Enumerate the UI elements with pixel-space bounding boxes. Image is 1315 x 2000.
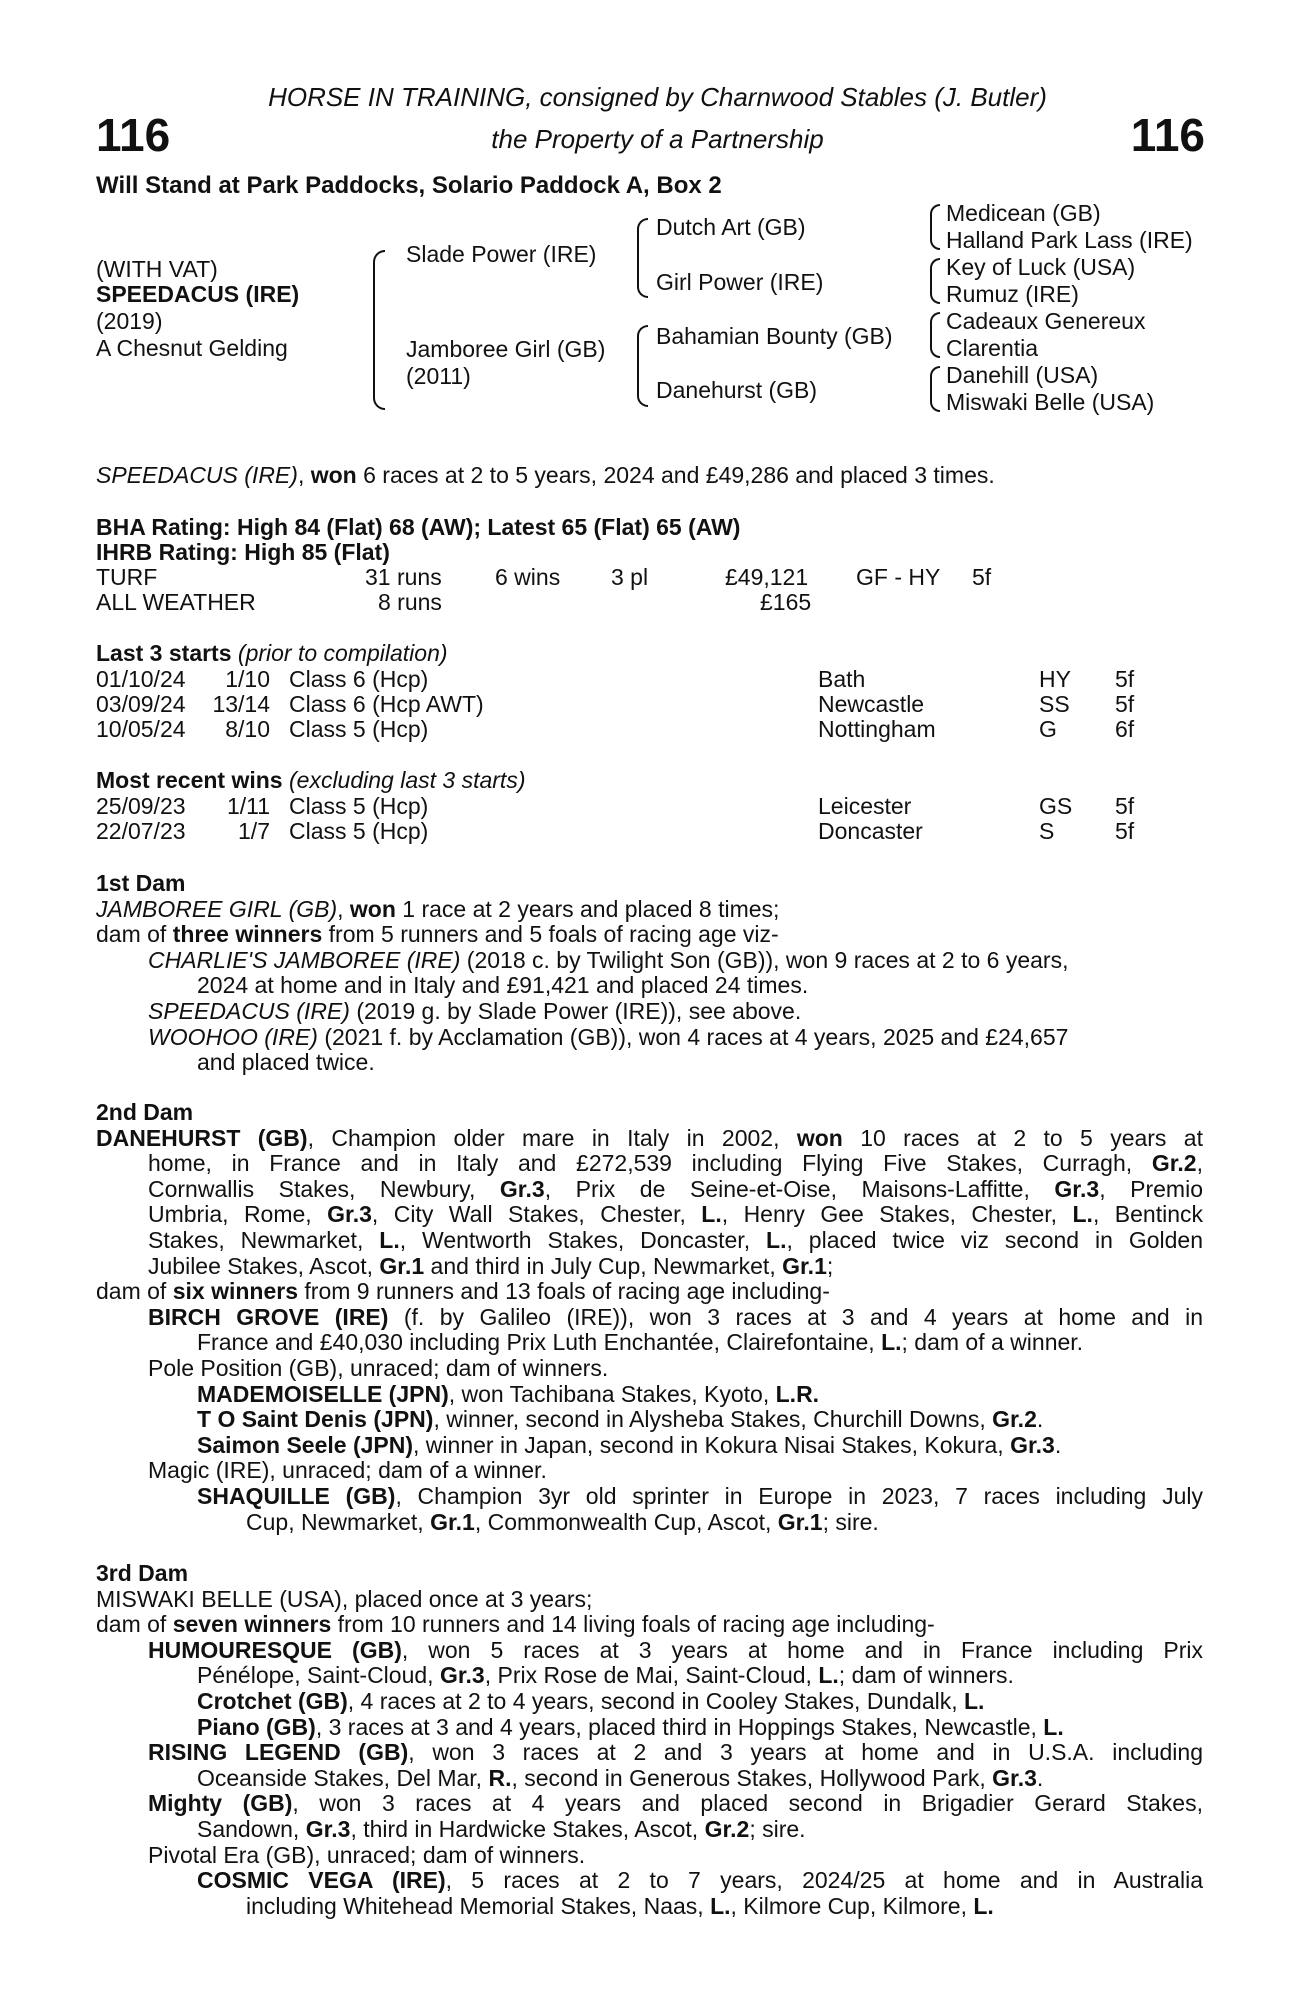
- stable-location: Will Stand at Park Paddocks, Solario Paddock A, Box 2: [96, 172, 722, 199]
- last3-note: (prior to compilation): [237, 640, 448, 666]
- second-dam-title: 2nd Dam: [96, 1099, 194, 1125]
- recent-going: GS: [1039, 793, 1073, 819]
- last3-title: Last 3 starts: [96, 640, 232, 666]
- race-summary: SPEEDACUS (IRE), won 6 races at 2 to 5 years, 2024 and £49,286 and placed 3 times.: [96, 462, 995, 488]
- third-dam-grand-offspring: COSMIC VEGA (IRE), 5 races at 2 to 7 years, 2024/25 at home and in Australia: [197, 1867, 1203, 1894]
- pedigree-brace-main-top: [373, 250, 385, 332]
- second-dam-offspring: Pole Position (GB), unraced; dam of winners.: [148, 1354, 609, 1381]
- third-dam-offspring: HUMOURESQUE (GB), won 5 races at 3 years at home and in France including Prix: [148, 1636, 1203, 1663]
- pedigree-brace-g78-top: [930, 366, 940, 390]
- horse-name: SPEEDACUS (IRE): [96, 281, 300, 307]
- pedigree-brace-dam-bottom: [637, 365, 648, 407]
- last3-course: Newcastle: [818, 691, 925, 717]
- recent-dist: 5f: [1115, 793, 1135, 819]
- turf-wins: 6 wins: [495, 564, 561, 590]
- pedigree-brace-g34-bottom: [930, 280, 940, 304]
- last3-going: SS: [1039, 691, 1070, 717]
- last3-date: 01/10/24: [96, 666, 186, 692]
- pedigree-brace-main-bottom: [373, 330, 385, 410]
- last3-going: G: [1039, 716, 1057, 742]
- second-dam-grand-offspring-cont: Cup, Newmarket, Gr.1, Commonwealth Cup, Ascot, Gr.1; sire.: [246, 1508, 879, 1535]
- horse-description: A Chesnut Gelding: [96, 335, 288, 361]
- turf-going: GF - HY: [856, 564, 941, 590]
- pedigree-g7: Danehill (USA): [946, 362, 1099, 388]
- second-dam-offspring-cont: France and £40,030 including Prix Luth Enchantée, Clairefontaine, L.; dam of a winner.: [197, 1329, 1084, 1356]
- pedigree-brace-g12-top: [930, 204, 940, 228]
- third-dam-line: MISWAKI BELLE (USA), placed once at 3 years;: [96, 1585, 593, 1612]
- first-dam-offspring: SPEEDACUS (IRE) (2019 g. by Slade Power (IRE)), see above.: [148, 997, 802, 1024]
- pedigree-g4: Rumuz (IRE): [946, 281, 1079, 307]
- last3-heading: [96, 641, 448, 667]
- pedigree-dam-sire: Bahamian Bounty (GB): [656, 323, 893, 349]
- third-dam-offspring-cont: Oceanside Stakes, Del Mar, R., second in Generous Stakes, Hollywood Park, Gr.3.: [197, 1764, 1044, 1791]
- ihrb-rating: IHRB Rating: High 85 (Flat): [96, 539, 390, 565]
- last3-course: Bath: [818, 666, 866, 692]
- summary-horse-name: SPEEDACUS (IRE): [96, 462, 298, 488]
- pedigree-brace-g56-bottom: [930, 334, 940, 358]
- third-dam-offspring-cont: Pénélope, Saint-Cloud, Gr.3, Prix Rose de Mai, Saint-Cloud, L.; dam of winners.: [197, 1662, 1014, 1689]
- last3-dist: 5f: [1115, 666, 1135, 692]
- recent-date: 25/09/23: [96, 793, 186, 819]
- pedigree-g6: Clarentia: [946, 335, 1039, 361]
- property-line: the Property of a Partnership: [491, 124, 824, 154]
- third-dam-grand-offspring: Crotchet (GB), 4 races at 2 to 4 years, second in Cooley Stakes, Dundalk, L.: [197, 1687, 985, 1714]
- recent-dist: 5f: [1115, 818, 1135, 844]
- second-dam-line: Cornwallis Stakes, Newbury, Gr.3, Prix de Seine-et-Oise, Maisons-Laffitte, Gr.3, Premio: [148, 1175, 1203, 1202]
- vat-label: (WITH VAT): [96, 256, 218, 282]
- second-dam-grand-offspring: MADEMOISELLE (JPN), won Tachibana Stakes, Kyoto, L.R.: [197, 1380, 820, 1407]
- second-dam-name: DANEHURST (GB): [96, 1124, 308, 1151]
- first-dam-offspring-cont: 2024 at home and in Italy and £91,421 and placed 24 times.: [197, 972, 809, 999]
- last3-class: Class 6 (Hcp): [289, 666, 429, 692]
- second-dam-offspring: BIRCH GROVE (IRE) (f. by Galileo (IRE)), won 3 races at 3 and 4 years at home and in: [148, 1303, 1204, 1330]
- pedigree-g1: Medicean (GB): [946, 200, 1101, 226]
- pedigree-sire-dam: Girl Power (IRE): [656, 269, 824, 295]
- lot-number-right: 116: [1130, 109, 1205, 161]
- aw-prize: £165: [760, 589, 812, 615]
- summary-won: won: [310, 462, 357, 488]
- second-dam-produce: dam of six winners from 9 runners and 13 foals of racing age including-: [96, 1278, 830, 1305]
- consignment-line: HORSE IN TRAINING, consigned by Charnwood Stables (J. Butler): [268, 82, 1047, 112]
- third-dam-produce: dam of seven winners from 10 runners and 14 living foals of racing age including-: [96, 1611, 935, 1638]
- second-dam-line: Stakes, Newmarket, L., Wentworth Stakes, Doncaster, L., placed twice viz second in Golden: [148, 1226, 1204, 1253]
- recent-pos: 1/11: [226, 793, 270, 819]
- recent-date: 22/07/23: [96, 818, 186, 844]
- aw-label: ALL WEATHER: [96, 589, 256, 615]
- pedigree-brace-g56-top: [930, 312, 940, 336]
- pedigree-dam-year: (2011): [406, 363, 471, 389]
- pedigree-brace-g34-top: [930, 258, 940, 282]
- first-dam-produce: dam of three winners from 5 runners and 5 foals of racing age viz-: [96, 921, 779, 948]
- summary-rest: 6 races at 2 to 5 years, 2024 and £49,286 and placed 3 times.: [356, 462, 995, 488]
- recent-pos: 1/7: [238, 818, 270, 844]
- first-dam-offspring: CHARLIE'S JAMBOREE (IRE) (2018 c. by Twilight Son (GB)), won 9 races at 2 to 6 years,: [148, 946, 1069, 973]
- turf-prize: £49,121: [725, 564, 809, 590]
- first-dam-offspring-cont: and placed twice.: [197, 1049, 375, 1076]
- pedigree-brace-dam-top: [637, 325, 648, 367]
- pedigree-dam: Jamboree Girl (GB): [406, 336, 606, 362]
- second-dam-line: DANEHURST (GB), Champion older mare in Italy in 2002, won 10 races at 2 to 5 years at: [96, 1124, 1203, 1151]
- third-dam-grand-offspring-cont: including Whitehead Memorial Stakes, Naas, L., Kilmore Cup, Kilmore, L.: [246, 1892, 994, 1919]
- last3-course: Nottingham: [818, 716, 936, 742]
- third-dam-offspring: Mighty (GB), won 3 races at 4 years and placed second in Brigadier Gerard Stakes,: [148, 1790, 1203, 1817]
- third-dam-section: [96, 1561, 1203, 1919]
- last3-dist: 6f: [1115, 716, 1135, 742]
- pedigree-g3: Key of Luck (USA): [946, 254, 1136, 280]
- last3-date: 10/05/24: [96, 716, 186, 742]
- recent-title: Most recent wins: [96, 767, 283, 793]
- recent-class: Class 5 (Hcp): [289, 793, 429, 819]
- pedigree-sire: Slade Power (IRE): [406, 241, 597, 267]
- second-dam-section: [96, 1100, 1203, 1535]
- last3-pos: 1/10: [225, 666, 270, 692]
- last3-pos: 8/10: [225, 716, 270, 742]
- second-dam-grand-offspring: T O Saint Denis (JPN), winner, second in Alysheba Stakes, Churchill Downs, Gr.2.: [197, 1406, 1044, 1433]
- recent-class: Class 5 (Hcp): [289, 818, 429, 844]
- third-dam-offspring: Pivotal Era (GB), unraced; dam of winners.: [148, 1841, 586, 1868]
- lot-number-left: 116: [96, 109, 171, 161]
- third-dam-grand-offspring: Piano (GB), 3 races at 3 and 4 years, placed third in Hoppings Stakes, Newcastle, L.: [197, 1713, 1064, 1740]
- recent-heading: [96, 768, 525, 794]
- pedigree-g5: Cadeaux Genereux: [946, 308, 1146, 334]
- first-dam-offspring: WOOHOO (IRE) (2021 f. by Acclamation (GB)), won 4 races at 4 years, 2025 and £24,657: [148, 1023, 1069, 1050]
- pedigree-brace-g12-bottom: [930, 226, 940, 250]
- first-dam-line: JAMBOREE GIRL (GB), won 1 race at 2 years and placed 8 times;: [96, 895, 780, 922]
- pedigree-dam-dam: Danehurst (GB): [656, 377, 818, 403]
- pedigree-brace-g78-bottom: [930, 388, 940, 412]
- pedigree-g2: Halland Park Lass (IRE): [946, 227, 1193, 253]
- pedigree-sire-sire: Dutch Art (GB): [656, 214, 806, 240]
- last3-date: 03/09/24: [96, 691, 186, 717]
- first-dam-title: 1st Dam: [96, 870, 186, 896]
- last3-going: HY: [1039, 666, 1071, 692]
- last3-dist: 5f: [1115, 691, 1135, 717]
- turf-distance: 5f: [972, 564, 992, 590]
- turf-placed: 3 pl: [611, 564, 649, 590]
- second-dam-grand-offspring: SHAQUILLE (GB), Champion 3yr old sprinter in Europe in 2023, 7 races including July: [197, 1482, 1203, 1509]
- second-dam-offspring: Magic (IRE), unraced; dam of a winner.: [148, 1457, 547, 1484]
- bha-rating: BHA Rating: High 84 (Flat) 68 (AW); Latest 65 (Flat) 65 (AW): [96, 514, 741, 540]
- pedigree-brace-sire-bottom: [637, 256, 648, 298]
- pedigree-brace-sire-top: [637, 218, 648, 258]
- second-dam-line: Umbria, Rome, Gr.3, City Wall Stakes, Chester, L., Henry Gee Stakes, Chester, L., Bentinck: [148, 1201, 1203, 1228]
- aw-runs: 8 runs: [378, 589, 442, 615]
- recent-course: Doncaster: [818, 818, 923, 844]
- second-dam-line: home, in France and in Italy and £272,539 including Flying Five Stakes, Curragh, Gr.2,: [148, 1150, 1203, 1177]
- pedigree-g8: Miswaki Belle (USA): [946, 389, 1155, 415]
- first-dam-name: JAMBOREE GIRL (GB): [96, 895, 338, 922]
- horse-year: (2019): [96, 308, 163, 334]
- last3-class: Class 6 (Hcp AWT): [289, 691, 484, 717]
- recent-going: S: [1039, 818, 1055, 844]
- recent-course: Leicester: [818, 793, 912, 819]
- third-dam-offspring-cont: Sandown, Gr.3, third in Hardwicke Stakes, Ascot, Gr.2; sire.: [197, 1815, 806, 1842]
- last3-class: Class 5 (Hcp): [289, 716, 429, 742]
- last3-pos: 13/14: [212, 691, 270, 717]
- recent-note: (excluding last 3 starts): [289, 767, 526, 793]
- second-dam-grand-offspring: Saimon Seele (JPN), winner in Japan, second in Kokura Nisai Stakes, Kokura, Gr.3.: [197, 1431, 1062, 1458]
- second-dam-line: Jubilee Stakes, Ascot, Gr.1 and third in July Cup, Newmarket, Gr.1;: [148, 1252, 834, 1279]
- turf-runs: 31 runs: [365, 564, 442, 590]
- third-dam-offspring: RISING LEGEND (GB), won 3 races at 2 and 3 years at home and in U.S.A. including: [148, 1739, 1203, 1766]
- turf-label: TURF: [96, 564, 158, 590]
- first-dam-section: [96, 871, 1203, 1076]
- third-dam-title: 3rd Dam: [96, 1560, 189, 1586]
